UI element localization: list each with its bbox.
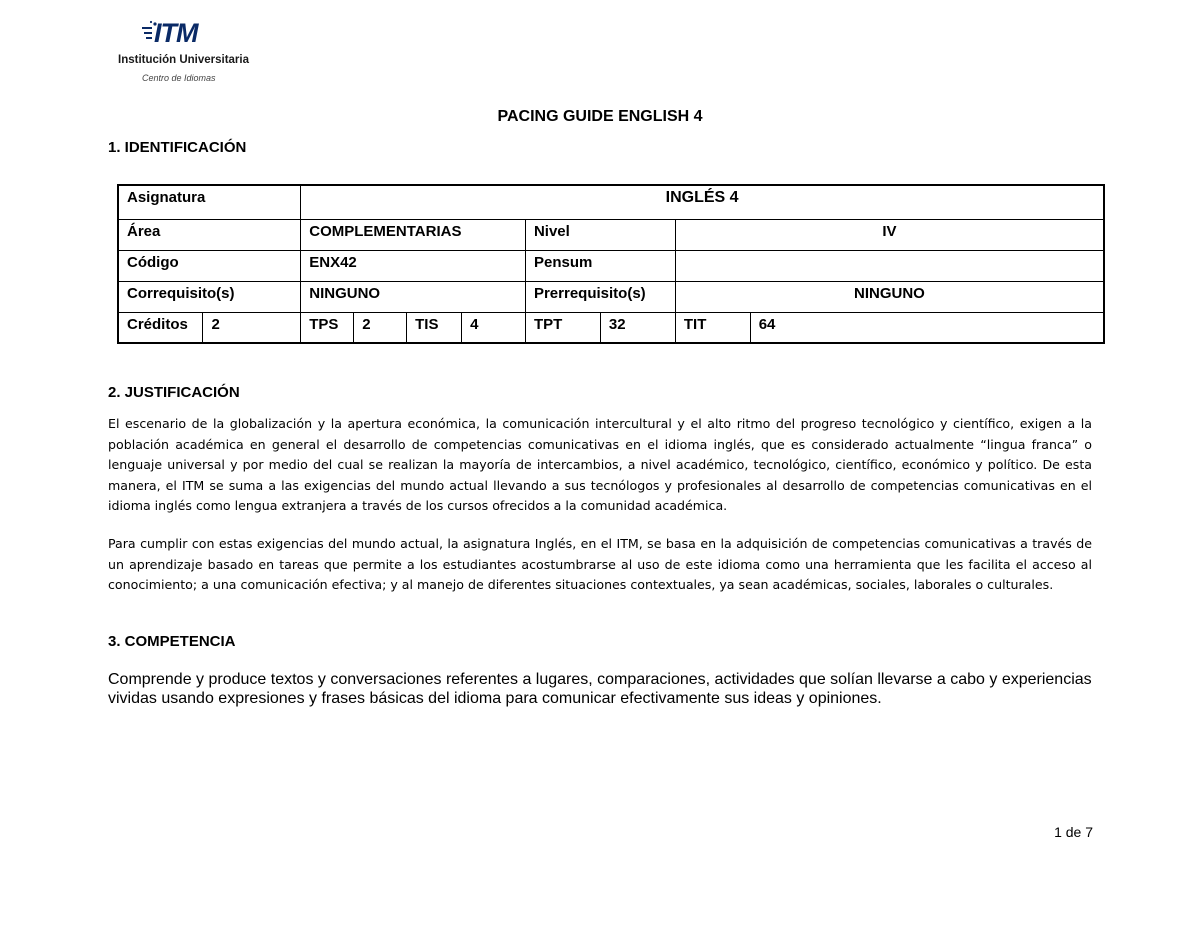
nivel-value: IV [675,219,1104,250]
section-heading-justificacion: 2. JUSTIFICACIÓN [108,384,240,401]
identification-table [117,184,1105,344]
prerrequisito-label: Prerrequisito(s) [525,281,675,312]
section-heading-competencia: 3. COMPETENCIA [108,633,236,650]
tis-label: TIS [407,312,462,343]
table-row [118,250,1104,281]
creditos-label: Créditos [118,312,203,343]
correquisito-value: NINGUNO [301,281,526,312]
creditos-value: 2 [203,312,301,343]
tps-label: TPS [301,312,354,343]
competencia-text: Comprende y produce textos y conversaciones referentes a lugares, comparaciones, actividades que solían llevarse a cabo y experiencias vividas usando expresiones y frases básicas del idioma para comunicar efectivamente sus ideas y opiniones. [108,671,1092,707]
pensum-value [675,250,1104,281]
itm-logo [118,18,250,90]
justificacion-paragraph-1: El escenario de la globalización y la apertura económica, la comunicación intercultural y el alto ritmo del progreso tecnológico y científico, exigen a la población académica en general el desarrollo de competencias comunicativas en el idioma inglés, que es considerado actualmente “lingua franca” o lenguaje universal y por medio del cual se realizan la mayoría de intercambios, a nivel académico, tecnológico, científico, económico y político. De esta manera, el ITM se suma a las exigencias del mundo actual llevando a sus tecnólogos y profesionales al desarrollo de competencias comunicativas en el idioma inglés como lengua extranjera a través de los cursos ofrecidos a la comunidad académica. [108,416,1092,513]
table-row [118,281,1104,312]
nivel-label: Nivel [525,219,675,250]
asignatura-value: INGLÉS 4 [301,185,1104,219]
table-row [118,312,1104,343]
tps-value: 2 [354,312,407,343]
pensum-label: Pensum [525,250,675,281]
tpt-label: TPT [525,312,600,343]
area-value: COMPLEMENTARIAS [301,219,526,250]
tit-value: 64 [750,312,1104,343]
asignatura-label: Asignatura [118,185,301,219]
tis-value: 4 [462,312,526,343]
prerrequisito-value: NINGUNO [675,281,1104,312]
table-row [118,185,1104,219]
codigo-value: ENX42 [301,250,526,281]
justificacion-paragraph-2: Para cumplir con estas exigencias del mundo actual, la asignatura Inglés, en el ITM, se basa en la adquisición de competencias comunicativas a través de un aprendizaje basado en tareas que permite a los estudiantes acostumbrarse al uso de este idioma como una herramienta que les facilita el acceso al conocimiento; a una comunicación efectiva; y al manejo de diferentes situaciones contextuales, ya sean académicas, sociales, laborales o culturales. [108,536,1092,592]
logo-institution: Institución Universitaria [118,54,250,66]
page-title: PACING GUIDE ENGLISH 4 [497,108,703,125]
logo-subtitle: Centro de Idiomas [142,73,216,83]
tit-label: TIT [675,312,750,343]
area-label: Área [118,219,301,250]
tpt-value: 32 [600,312,675,343]
table-row [118,219,1104,250]
logo-brand: ITM [154,18,198,48]
correquisito-label: Correquisito(s) [118,281,301,312]
codigo-label: Código [118,250,301,281]
section-heading-identificacion: 1. IDENTIFICACIÓN [108,139,247,156]
page-number: 1 de 7 [1054,824,1093,840]
